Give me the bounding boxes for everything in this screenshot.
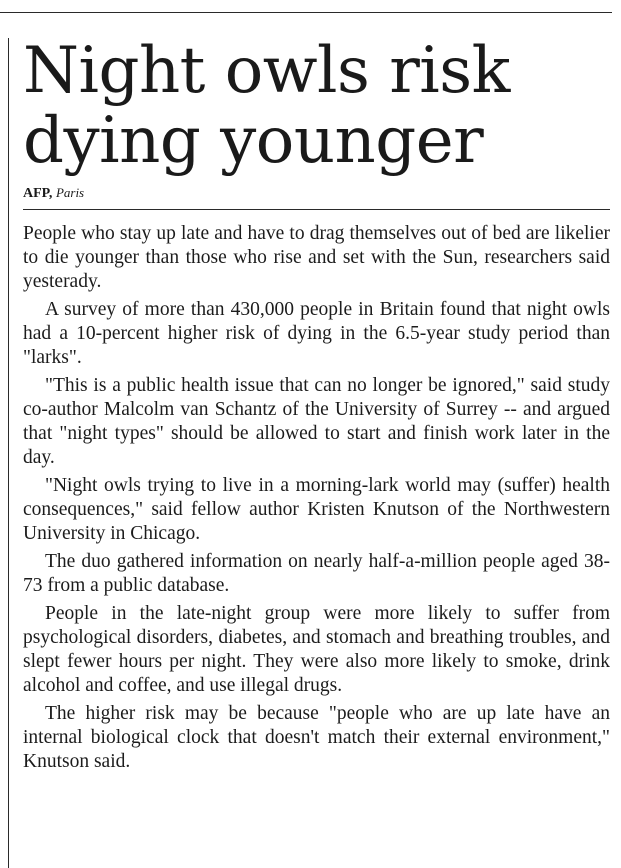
- top-rule: [0, 12, 612, 13]
- byline-agency: AFP,: [23, 186, 53, 201]
- byline-place: Paris: [55, 185, 85, 200]
- paragraph: "Night owls trying to live in a morning-lark world may (suffer) health consequences," said fellow author Kristen Knutson of the Northwestern University in Chicago.: [23, 475, 610, 544]
- byline: [23, 184, 610, 203]
- paragraph: The higher risk may be because "people who are up late have an internal biological clock that doesn't match their external environment," Knutson said.: [23, 703, 610, 772]
- paragraph: A survey of more than 430,000 people in Britain found that night owls had a 10-percent higher risk of dying in the 6.5-year study period than "larks".: [23, 299, 610, 368]
- column-rule: [8, 38, 9, 868]
- paragraph: People who stay up late and have to drag themselves out of bed are likelier to die younger than those who rise and set with the Sun, researchers said yesterady.: [23, 223, 610, 292]
- paragraph: "This is a public health issue that can no longer be ignored," said study co-author Malcolm van Schantz of the University of Surrey -- and argued that "night types" should be allowed to start and finish work later in the day.: [23, 375, 610, 468]
- article: [23, 36, 610, 778]
- headline: Night owls risk dying younger: [23, 34, 510, 178]
- byline-rule: [23, 209, 610, 210]
- article-body: [23, 222, 610, 774]
- paragraph: People in the late-night group were more likely to suffer from psychological disorders, diabetes, and stomach and breathing troubles, and slept fewer hours per night. They were also more likely to smoke, drink alcohol and coffee, and use illegal drugs.: [23, 603, 610, 696]
- paragraph: The duo gathered information on nearly half-a-million people aged 38-73 from a public database.: [23, 551, 610, 596]
